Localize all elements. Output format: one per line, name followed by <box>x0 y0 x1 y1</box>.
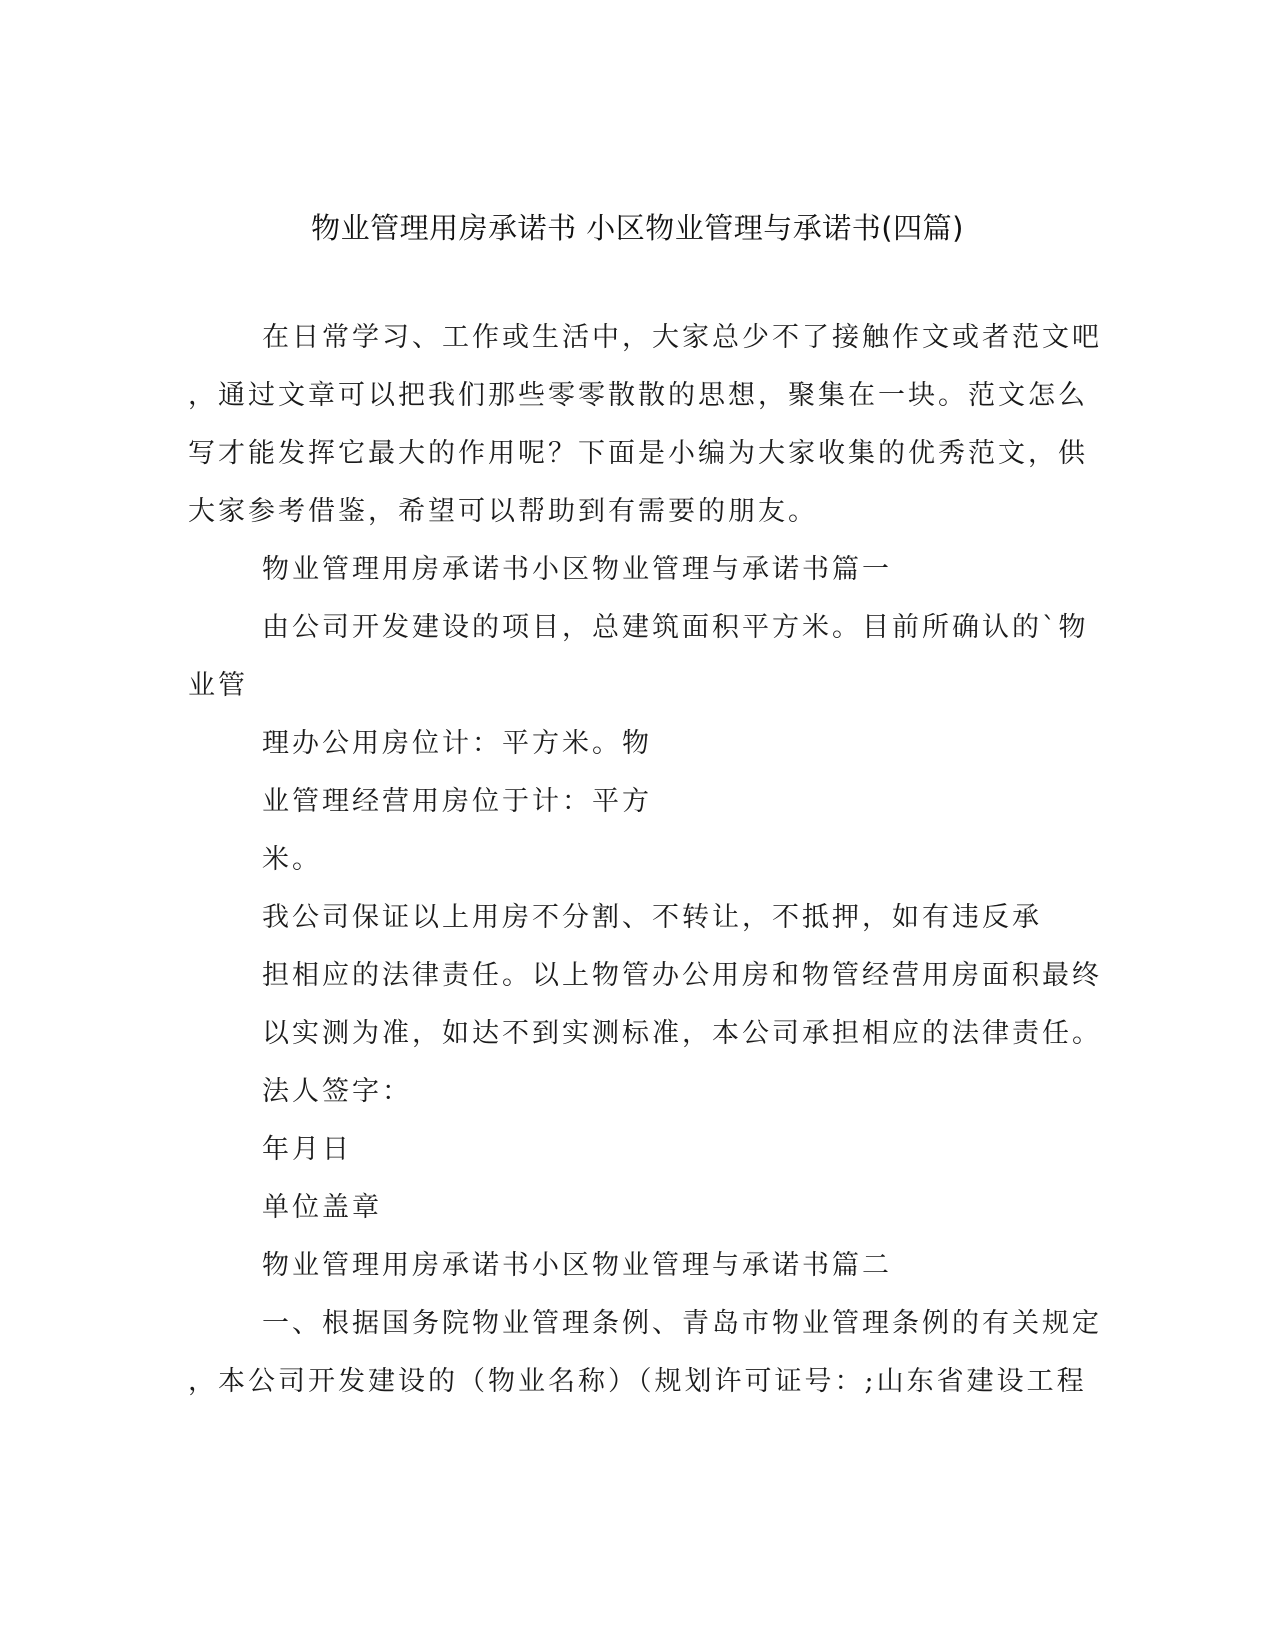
seal-label: 单位盖章 <box>262 1192 382 1223</box>
paragraph-line: 由公司开发建设的项目，总建筑面积平方米。目前所确认的`物 <box>262 612 1089 643</box>
paragraph-line: 一、根据国务院物业管理条例、青岛市物业管理条例的有关规定 <box>262 1308 1102 1339</box>
section-heading: 物业管理用房承诺书小区物业管理与承诺书篇一 <box>262 554 892 585</box>
section-heading: 物业管理用房承诺书小区物业管理与承诺书篇二 <box>262 1250 892 1281</box>
paragraph-line: 业管理经营用房位于计：平方 <box>262 786 652 817</box>
signature-label: 法人签字： <box>262 1076 412 1107</box>
paragraph-line: ，本公司开发建设的（物业名称）（规划许可证号：;山东省建设工程 <box>188 1366 1087 1397</box>
paragraph-line: 以实测为准，如达不到实测标准，本公司承担相应的法律责任。 <box>262 1018 1102 1049</box>
paragraph-line: 我公司保证以上用房不分割、不转让，不抵押，如有违反承 <box>262 902 1042 933</box>
paragraph-line: 在日常学习、工作或生活中，大家总少不了接触作文或者范文吧 <box>262 322 1102 353</box>
document-title: 物业管理用房承诺书 小区物业管理与承诺书(四篇) <box>311 211 964 245</box>
paragraph-line: 写才能发挥它最大的作用呢？下面是小编为大家收集的优秀范文，供 <box>188 438 1088 469</box>
paragraph-line: 理办公用房位计：平方米。物 <box>262 728 652 759</box>
paragraph-line: ，通过文章可以把我们那些零零散散的思想，聚集在一块。范文怎么 <box>188 380 1088 411</box>
date-label: 年月日 <box>262 1134 352 1165</box>
paragraph-line: 米。 <box>262 844 322 875</box>
paragraph-line: 业管 <box>188 670 248 701</box>
paragraph-line: 大家参考借鉴，希望可以帮助到有需要的朋友。 <box>188 496 818 527</box>
paragraph-line: 担相应的法律责任。以上物管办公用房和物管经营用房面积最终 <box>262 960 1102 991</box>
